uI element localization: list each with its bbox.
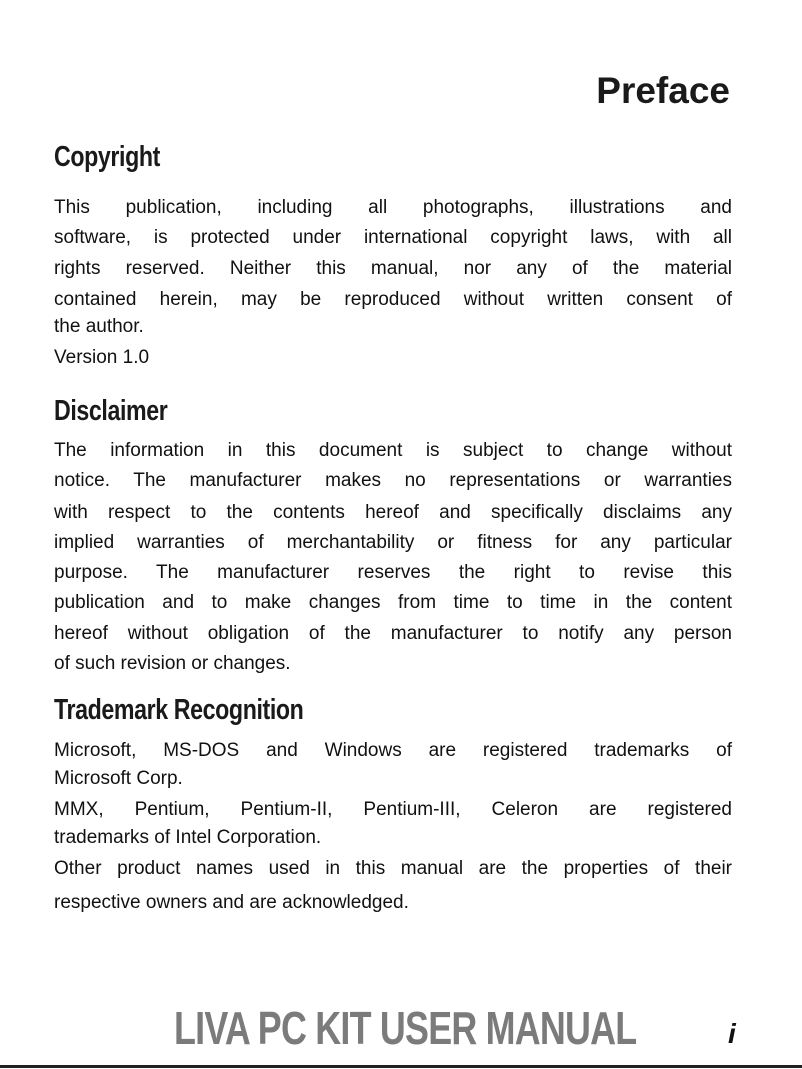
page-number: i bbox=[728, 1018, 736, 1049]
trademark-line: respective owners and are acknowledged. bbox=[54, 892, 409, 913]
page-title: Preface bbox=[596, 70, 730, 111]
trademark-line: Other product names used in this manual are the properties of their bbox=[54, 858, 732, 879]
heading-copyright: Copyright bbox=[54, 141, 160, 173]
trademark-line: Microsoft, MS-DOS and Windows are registered trademarks of bbox=[54, 740, 732, 761]
disclaimer-line: The information in this document is subject to change without bbox=[54, 440, 732, 461]
disclaimer-line: hereof without obligation of the manufacturer to notify any person bbox=[54, 623, 732, 644]
footer-rule bbox=[0, 1065, 802, 1068]
trademark-line: trademarks of Intel Corporation. bbox=[54, 827, 322, 848]
copyright-line: This publication, including all photographs, illustrations and bbox=[54, 197, 732, 218]
copyright-line: rights reserved. Neither this manual, nor any of the material bbox=[54, 258, 732, 279]
footer-title: LIVA PC KIT USER MANUAL bbox=[174, 1002, 637, 1054]
trademark-line: MMX, Pentium, Pentium-II, Pentium-III, Celeron are registered bbox=[54, 799, 732, 820]
disclaimer-line: of such revision or changes. bbox=[54, 653, 291, 674]
disclaimer-line: publication and to make changes from time to time in the content bbox=[54, 592, 732, 613]
trademark-line: Microsoft Corp. bbox=[54, 768, 183, 789]
disclaimer-line: notice. The manufacturer makes no representations or warranties bbox=[54, 470, 732, 491]
copyright-line: software, is protected under international copyright laws, with all bbox=[54, 227, 732, 248]
version-text: Version 1.0 bbox=[54, 347, 150, 368]
disclaimer-line: implied warranties of merchantability or fitness for any particular bbox=[54, 532, 732, 553]
copyright-line: the author. bbox=[54, 316, 144, 337]
disclaimer-line: with respect to the contents hereof and specifically disclaims any bbox=[54, 502, 732, 523]
copyright-line: contained herein, may be reproduced without written consent of bbox=[54, 289, 732, 310]
disclaimer-line: purpose. The manufacturer reserves the right to revise this bbox=[54, 562, 732, 583]
heading-disclaimer: Disclaimer bbox=[54, 395, 168, 427]
heading-trademark: Trademark Recognition bbox=[54, 694, 304, 726]
